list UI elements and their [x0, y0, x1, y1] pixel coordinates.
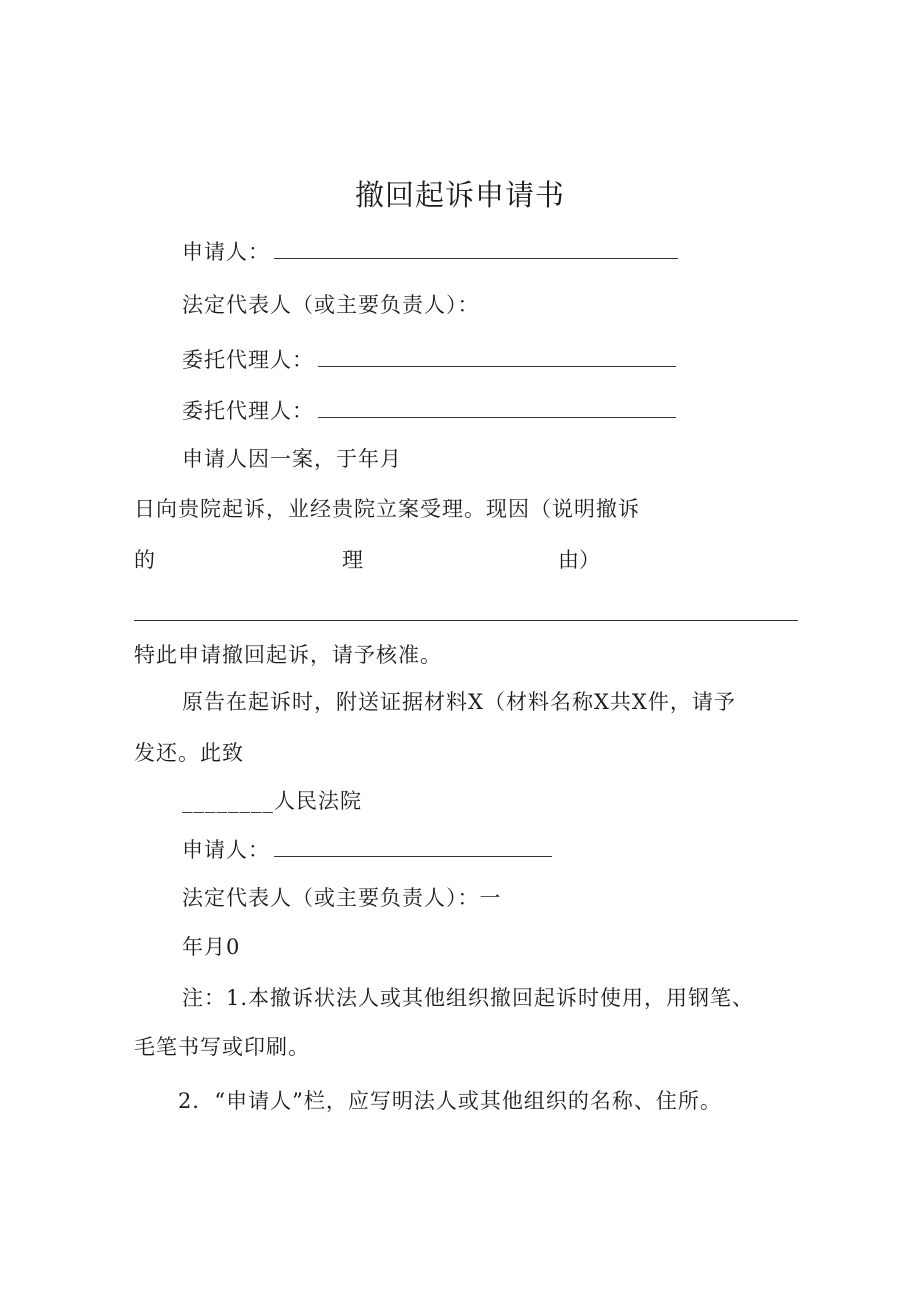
sign-applicant-line	[182, 835, 552, 865]
agent1-line	[182, 345, 676, 375]
sign-applicant-label: 申请人：	[182, 838, 270, 862]
reason-part-1: 的	[134, 548, 155, 572]
reason-part-2: 理	[342, 548, 363, 572]
evidence-line-1: 原告在起诉时，附送证据材料X（材料名称X共X件，请予	[182, 690, 736, 714]
document-title: 撤回起诉申请书	[354, 178, 565, 212]
court-line	[182, 786, 362, 816]
agent1-label: 委托代理人：	[182, 348, 314, 372]
applicant-blank	[274, 238, 678, 259]
agent1-blank	[318, 346, 676, 367]
court-name: 人民法院	[274, 789, 362, 813]
legal-rep-line: 法定代表人（或主要负责人）：	[182, 293, 480, 317]
sign-legal-rep-line: 法定代表人（或主要负责人）：一	[182, 886, 502, 910]
note1-line-2: 毛笔书写或印刷。	[134, 1035, 310, 1059]
reason-blank-rule	[134, 620, 798, 621]
case-line-1: 申请人因一案，于年月	[182, 447, 402, 471]
note2-line: 2．“申请人”栏，应写明法人或其他组织的名称、住所。	[178, 1089, 722, 1113]
applicant-line	[182, 237, 678, 267]
reason-part-3: 由）	[558, 548, 600, 572]
agent2-label: 委托代理人：	[182, 399, 314, 423]
evidence-line-2: 发还。此致	[134, 741, 244, 765]
note1-line-1: 注：1.本撤诉状法人或其他组织撤回起诉时使用，用钢笔、	[182, 986, 755, 1010]
date-line: 年月0	[182, 935, 241, 959]
court-blank: ________	[182, 789, 274, 813]
agent2-line	[182, 396, 676, 426]
sign-applicant-blank	[274, 836, 552, 857]
agent2-blank	[318, 397, 676, 418]
case-line-2: 日向贵院起诉，业经贵院立案受理。现因（说明撤诉	[134, 497, 640, 521]
request-line: 特此申请撤回起诉，请予核准。	[134, 643, 442, 667]
applicant-label: 申请人：	[182, 240, 270, 264]
